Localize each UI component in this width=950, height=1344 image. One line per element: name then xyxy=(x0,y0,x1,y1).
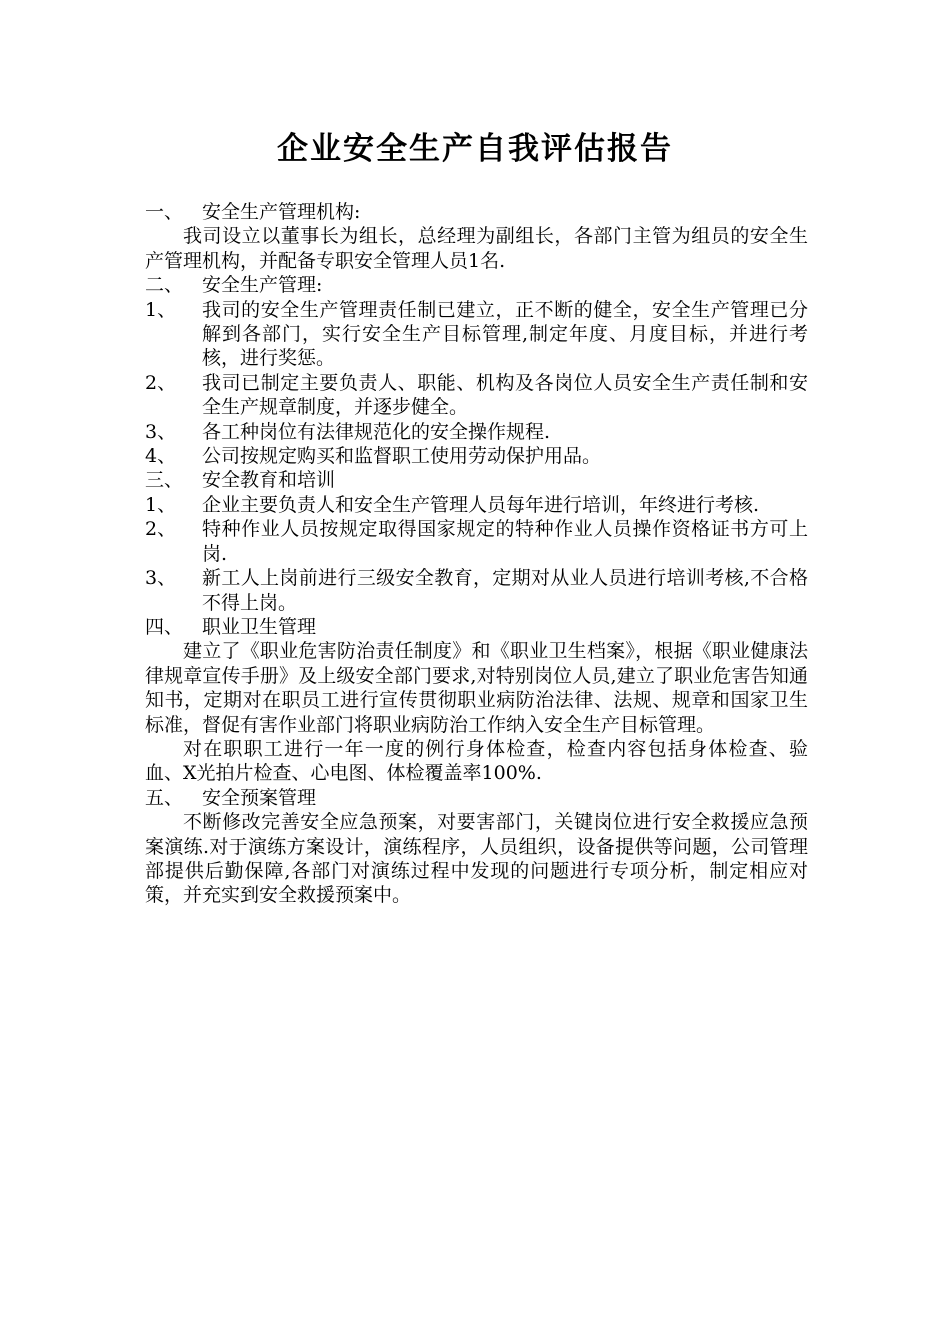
section-number: 二、 xyxy=(145,274,184,297)
item-text: 公司按规定购买和监督职工使用劳动保护用品。 xyxy=(202,445,602,468)
section-heading xyxy=(145,273,808,297)
paragraph: 我司设立以董事长为组长，总经理为副组长，各部门主管为组员的安全生产管理机构，并配备专职安全管理人员1名. xyxy=(145,225,808,272)
paragraph: 对在职职工进行一年一度的例行身体检查，检查内容包括身体检查、验血、X光拍片检查、心电图、体检覆盖率100%. xyxy=(145,737,808,785)
list-item xyxy=(145,420,808,444)
section-heading xyxy=(145,200,808,224)
section-title: 职业卫生管理 xyxy=(202,615,317,638)
item-text: 各工种岗位有法律规范化的安全操作规程. xyxy=(202,420,551,443)
item-text: 我司已制定主要负责人、职能、机构及各岗位人员安全生产责任制和安全生产规章制度，并逐步健全。 xyxy=(202,371,808,419)
item-text: 我司的安全生产管理责任制已建立，正不断的健全，安全生产管理已分解到各部门，实行安全生产目标管理,制定年度、月度目标，并进行考核，进行奖惩。 xyxy=(202,298,808,370)
section-1 xyxy=(145,200,808,273)
paragraph: 不断修改完善安全应急预案，对要害部门，关键岗位进行安全救援应急预案演练.对于演练方案设计，演练程序，人员组织，设备提供等问题，公司管理部提供后勤保障,各部门对演练过程中发现的问题进行专项分析，制定相应对策，并充实到安全救援预案中。 xyxy=(145,811,808,907)
list-item xyxy=(145,444,808,468)
section-heading xyxy=(145,468,808,492)
list-item xyxy=(145,493,808,517)
list-item xyxy=(145,298,808,371)
section-number: 五、 xyxy=(145,786,184,809)
item-number: 3、 xyxy=(145,420,177,443)
item-number: 1、 xyxy=(145,493,177,516)
section-heading xyxy=(145,615,808,639)
section-title: 安全生产管理机构: xyxy=(202,201,361,223)
item-text: 企业主要负责人和安全生产管理人员每年进行培训，年终进行考核. xyxy=(202,493,760,516)
section-title: 安全生产管理: xyxy=(202,274,323,297)
list-item xyxy=(145,517,808,566)
section-number: 三、 xyxy=(145,469,184,492)
section-3 xyxy=(145,468,808,614)
section-heading xyxy=(145,786,808,810)
item-number: 2、 xyxy=(145,371,177,394)
item-text: 新工人上岗前进行三级安全教育，定期对从业人员进行培训考核,不合格不得上岗。 xyxy=(202,567,808,614)
item-number: 3、 xyxy=(145,567,177,590)
document-title: 企业安全生产自我评估报告 xyxy=(277,131,673,167)
item-number: 2、 xyxy=(145,518,177,541)
section-5 xyxy=(145,786,808,908)
list-item xyxy=(145,371,808,420)
item-number: 4、 xyxy=(145,445,177,468)
section-title: 安全预案管理 xyxy=(202,786,317,809)
paragraph: 建立了《职业危害防治责任制度》和《职业卫生档案》，根据《职业健康法律规章宣传手册》及上级安全部门要求,对特别岗位人员,建立了职业危害告知通知书，定期对在职员工进行宣传贯彻职业病防治法律、法规、规章和国家卫生标准，督促有害作业部门将职业病防治工作纳入安全生产目标管理。 xyxy=(145,640,808,736)
section-title: 安全教育和培训 xyxy=(202,469,336,492)
section-4 xyxy=(145,615,808,786)
section-number: 四、 xyxy=(145,615,184,638)
section-number: 一、 xyxy=(145,201,184,223)
document-body xyxy=(145,200,808,908)
item-text: 特种作业人员按规定取得国家规定的特种作业人员操作资格证书方可上岗. xyxy=(202,518,808,565)
item-number: 1、 xyxy=(145,298,177,321)
section-2 xyxy=(145,273,808,468)
list-item xyxy=(145,566,808,615)
